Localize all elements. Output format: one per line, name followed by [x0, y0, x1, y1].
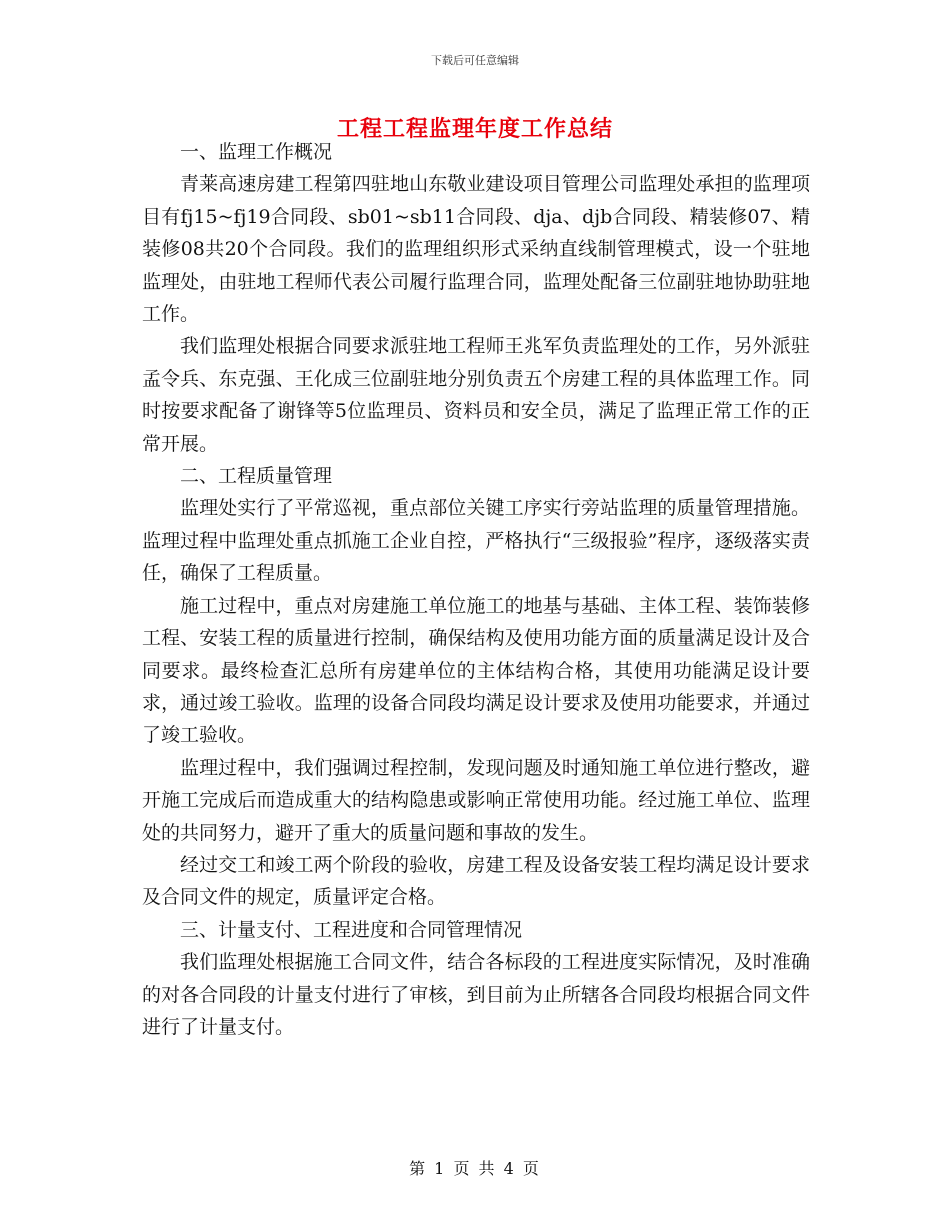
document-title: 工程工程监理年度工作总结 [336, 117, 613, 142]
paragraph: 监理过程中，我们强调过程控制，发现问题及时通知施工单位进行整改，避开施工完成后而造成重大的结构隐患或影响正常使用功能。经过施工单位、监理处的共同努力，避开了重大的质量问题和事故的发生。 [142, 756, 810, 844]
section-heading: 二、工程质量管理 [180, 465, 333, 488]
section-heading: 一、监理工作概况 [180, 141, 333, 163]
paragraph: 监理处实行了平常巡视，重点部位关键工序实行旁站监理的质量管理措施。监理过程中监理处重点抓施工企业自控，严格执行“三级报验”程序，逐级落实责任，确保了工程质量。 [142, 497, 810, 585]
paragraph: 经过交工和竣工两个阶段的验收，房建工程及设备安装工程均满足设计要求及合同文件的规定，质量评定合格。 [142, 853, 810, 909]
section-heading: 三、计量支付、工程进度和合同管理情况 [180, 918, 523, 941]
edit-note: 下载后可任意编辑 [431, 54, 519, 67]
paragraph: 施工过程中，重点对房建施工单位施工的地基与基础、主体工程、装饰装修工程、安装工程的质量进行控制，确保结构及使用功能方面的质量满足设计及合同要求。最终检查汇总所有房建单位的主体结构合格，其使用功能满足设计要求，通过竣工验收。监理的设备合同段均满足设计要求及使用功能要求，并通过了竣工验收。 [142, 594, 810, 747]
paragraph: 青莱高速房建工程第四驻地山东敬业建设项目管理公司监理处承担的监理项目有fj15~fj19合同段、sb01~sb11合同段、dja、djb合同段、精装修07、精装修08共20个合同段。我们的监理组织形式采纳直线制管理模式，设一个驻地监理处，由驻地工程师代表公司履行监理合同，监理处配备三位副驻地协助驻地工作。 [142, 173, 810, 326]
page-number: 第 1 页 共 4 页 [409, 1159, 541, 1178]
paragraph: 我们监理处根据施工合同文件，结合各标段的工程进度实际情况，及时准确的对各合同段的计量支付进行了审核，到目前为止所辖各合同段均根据合同文件进行了计量支付。 [142, 951, 810, 1038]
document-body [142, 136, 810, 1043]
paragraph: 我们监理处根据合同要求派驻地工程师王兆军负责监理处的工作，另外派驻孟令兵、东克强、王化成三位副驻地分别负责五个房建工程的具体监理工作。同时按要求配备了谢锋等5位监理员、资料员和安全员，满足了监理正常工作的正常开展。 [142, 335, 810, 455]
